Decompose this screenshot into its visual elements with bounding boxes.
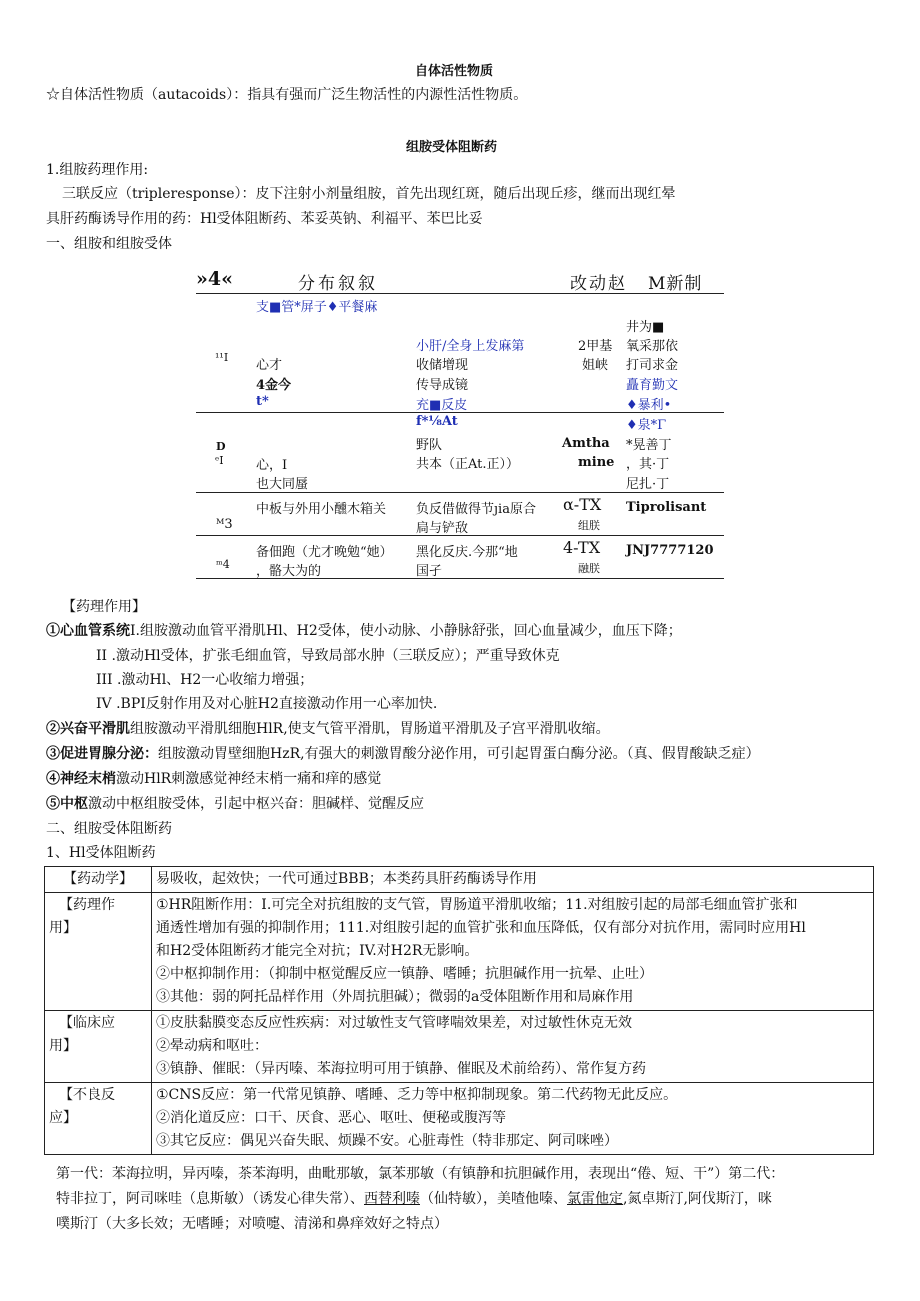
table-rule — [196, 412, 724, 413]
drug-generations-line-3: 噗斯汀（大多长效；无嗜睡；对喷嚏、清涕和鼻痒效好之特点） — [56, 1216, 448, 1232]
table-cell: 2甲基 — [578, 339, 613, 354]
table-cell: 扃与铲敌 — [416, 521, 469, 536]
table-rule — [196, 293, 724, 294]
table-cell: *晃善丁 — [626, 438, 672, 453]
table-cell: ，其·丁 — [626, 457, 670, 472]
pharm-item-text: 激动中枢组胺受体，引起中枢兴奋：胆碱样、觉醒反应 — [88, 796, 424, 812]
table-cell: Amtha — [562, 436, 610, 451]
table-cell: 也大同蜃 — [256, 477, 309, 492]
table-cell: 中板与外用小醺木箱关 — [256, 502, 387, 517]
pharm-item-lead: ④神经末梢 — [46, 771, 116, 787]
pharm-item-text: 激动HlR刺激感觉神经末梢一痛和痒的感觉 — [116, 771, 382, 787]
table-cell: 姐峡 — [582, 358, 609, 373]
table-cell: mine — [578, 455, 615, 470]
table-cell: 心，I — [256, 458, 288, 473]
pharm-item-gastric — [46, 743, 760, 763]
h1-blocker-table — [44, 866, 874, 1155]
row-body: ①CNS反应：第一代常见镇静、嗜睡、乏力等中枢抑制现象。第二代药物无此反应。 ②消化道反应：口干、厌食、恶心、呕吐、便秘或腹泻等 ③其它反应：偶见兴奋失眠、烦躁不安。心脏毒性（特非那定、阿司咪唑） — [152, 1083, 874, 1155]
pharm-item-lead: ①心血管系统 — [46, 623, 130, 639]
table-cell: 组朕 — [578, 519, 600, 532]
intro-text: ☆自体活性物质（autacoids）：指具有强而广泛生物活性的内源性活性物质。 — [46, 87, 528, 103]
table-cell: 融朕 — [578, 562, 600, 575]
drug-generations-line-1: 第一代：苯海拉明，异丙嗪，茶苯海明，曲毗那敏，氯苯那敏（有镇静和抗胆碱作用，表现出“倦、短、干”）第二代： — [56, 1166, 785, 1182]
heading-h-blockers: 二、组胺受体阻断药 — [46, 821, 172, 837]
table-header-4: M新制 — [648, 274, 703, 294]
heading-histamine-receptors: 一、组胺和组胺受体 — [46, 236, 172, 252]
table-cell: 氧采那依 — [626, 339, 679, 354]
table-cell: 4-TX — [563, 538, 601, 557]
drug-name: 西替利嗪 — [364, 1191, 420, 1207]
table-cell: ᵉI — [215, 454, 224, 467]
pharm-item-cns — [46, 793, 424, 813]
table-cell: 充■反皮 — [416, 398, 468, 413]
table-cell: 4金今 — [256, 378, 292, 393]
page-title: 自体活性物质 — [415, 64, 494, 79]
row-header: 【药理作 用】 — [45, 893, 152, 1011]
drug-generations-line-2: 特非拉丁，阿司咪哇（息斯敏）（诱发心律失常）、西替利嗪（仙特敏），美喳他嗪、氯雷他定,氮卓斯汀,阿伐斯汀，咪 — [56, 1191, 772, 1207]
pharm-item-text: 组胺激动平滑肌细胞HlR,使支气管平滑肌，胃肠道平滑肌及子宫平滑肌收缩。 — [130, 721, 610, 737]
table-cell: Tiprolisant — [626, 500, 707, 515]
inducers-text: 具肝药酶诱导作用的药：Hl受体阻断药、苯妥英钠、利福平、苯巴比妥 — [46, 211, 483, 227]
drug-name: 氯雷他定 — [567, 1191, 623, 1207]
row-header: 【临床应 用】 — [45, 1011, 152, 1083]
row-body: ①皮肤黏膜变态反应性疾病：对过敏性支气管哮喘效果差，对过敏性休克无效 ②晕动病和呕吐： ③镇静、催眠：（异丙嗪、苯海拉明可用于镇静、催眠及术前给药）、常作复方药 — [152, 1011, 874, 1083]
table-header-2: 分布叙叙 — [298, 274, 378, 294]
pharm-item-lead: ③促进胃腺分泌： — [46, 746, 158, 762]
table-rule — [196, 492, 724, 493]
triple-response-text: 三联反应（tripleresponse）：皮下注射小剂量组胺，首先出现红斑，随后出现丘疹，继而出现红晕 — [62, 186, 676, 202]
table-cell: JNJ7777120 — [626, 543, 714, 558]
pharm-item-text: 组胺激动胃壁细胞HzR,有强大的刺激胃酸分泌作用，可引起胃蛋白酶分泌。（真、假胃酸缺乏症） — [158, 746, 760, 762]
table-cell: 共本（正At.正）） — [416, 457, 520, 472]
table-cell: 尼扎·丁 — [626, 477, 670, 492]
table-cell: ᵐ4 — [216, 558, 230, 571]
table-row — [45, 1011, 874, 1083]
pharm-item-nerve — [46, 768, 381, 788]
table-header-3: 改动赵 — [570, 274, 627, 294]
table-row — [45, 1083, 874, 1155]
table-cell: 野队 — [416, 438, 443, 453]
row-header: 【不良反 应】 — [45, 1083, 152, 1155]
pharm-item-text: I.组胺激动血管平滑肌Hl、H2受体，使小动脉、小静脉舒张，回心血量减少，血压下降； — [130, 623, 682, 639]
table-header-1: »4« — [196, 268, 233, 290]
row-body: ①HR阻断作用：I.可完全对抗组胺的支气管，胃肠道平滑肌收缩；11.对组胺引起的局部毛细血管扩张和 通透性增加有强的抑制作用；111.对组胺引起的血管扩张和血压降低，仅有部分对抗作用，需同时应用Hl 和H2受体阻断药才能完全对抗；IV.对H2R无影响。 ②中枢抑制作用：（抑制中枢觉醒反应一镇静、嗜睡；抗胆碱作用一抗晕、止吐） ③其他：弱的阿托品样作用（外周抗胆碱）；微弱的a受体阻断作用和局麻作用 — [152, 893, 874, 1011]
row-body: 易吸收，起效快；一代可通过BBB；本类药具肝药酶诱导作用 — [152, 867, 874, 893]
pharm-item-smooth-muscle — [46, 718, 610, 738]
table-cell: ¹¹I — [215, 351, 229, 364]
table-cell: ᴹ3 — [216, 517, 233, 532]
table-cell: 支■管*屏子♦平餐麻 — [256, 300, 378, 315]
table-cell: 收储增现 — [416, 358, 469, 373]
pharm-subitem: III .激动Hl、H2一心收缩力增强； — [96, 672, 314, 688]
pharm-item-cardiovascular — [46, 620, 682, 640]
table-row — [45, 893, 874, 1011]
table-cell: 心才 — [256, 358, 283, 373]
table-cell: 国孑 — [416, 564, 443, 579]
section-title: 组胺受体阻断药 — [406, 140, 498, 155]
pharm-item-lead: ⑤中枢 — [46, 796, 88, 812]
section-1-heading: 1.组胺药理作用: — [46, 162, 149, 178]
table-cell: ♦泉*Γ — [626, 418, 667, 433]
table-row — [45, 867, 874, 893]
table-cell: t* — [256, 394, 269, 409]
table-cell: 传导成镜 — [416, 378, 469, 393]
table-cell: ，骼大为的 — [256, 564, 322, 579]
table-cell: 小肝/全身上发麻第 — [416, 339, 525, 354]
row-header: 【药动学】 — [45, 867, 152, 893]
table-cell: 负反借做得节ȷia原合 — [416, 502, 536, 517]
table-cell: f*⅛At — [416, 414, 458, 429]
heading-h1-blockers: 1、Hl受体阻断药 — [46, 845, 156, 861]
table-cell: 矗育勤文 — [626, 378, 679, 393]
table-cell: D — [216, 440, 226, 453]
pharm-subitem: II .激动Hl受体，扩张毛细血管，导致局部水肿（三联反应）；严重导致休克 — [96, 648, 560, 664]
table-rule — [196, 535, 724, 536]
table-cell: 备佃跑（尤才晚勉“她） — [256, 545, 393, 560]
pharm-item-lead: ②兴奋平滑肌 — [46, 721, 130, 737]
table-cell: α-TX — [563, 495, 602, 514]
table-rule — [196, 578, 724, 579]
table-cell: ♦暴利• — [626, 398, 672, 413]
table-cell: 井为■ — [626, 320, 665, 335]
pharm-subitem: IV .BPI反射作用及对心脏H2直接激动作用一心率加快. — [96, 696, 438, 712]
pharmacology-header: 【药理作用】 — [62, 599, 146, 615]
table-cell: 黑化反庆.今那“地 — [416, 545, 518, 560]
table-cell: 打司求金 — [626, 358, 679, 373]
